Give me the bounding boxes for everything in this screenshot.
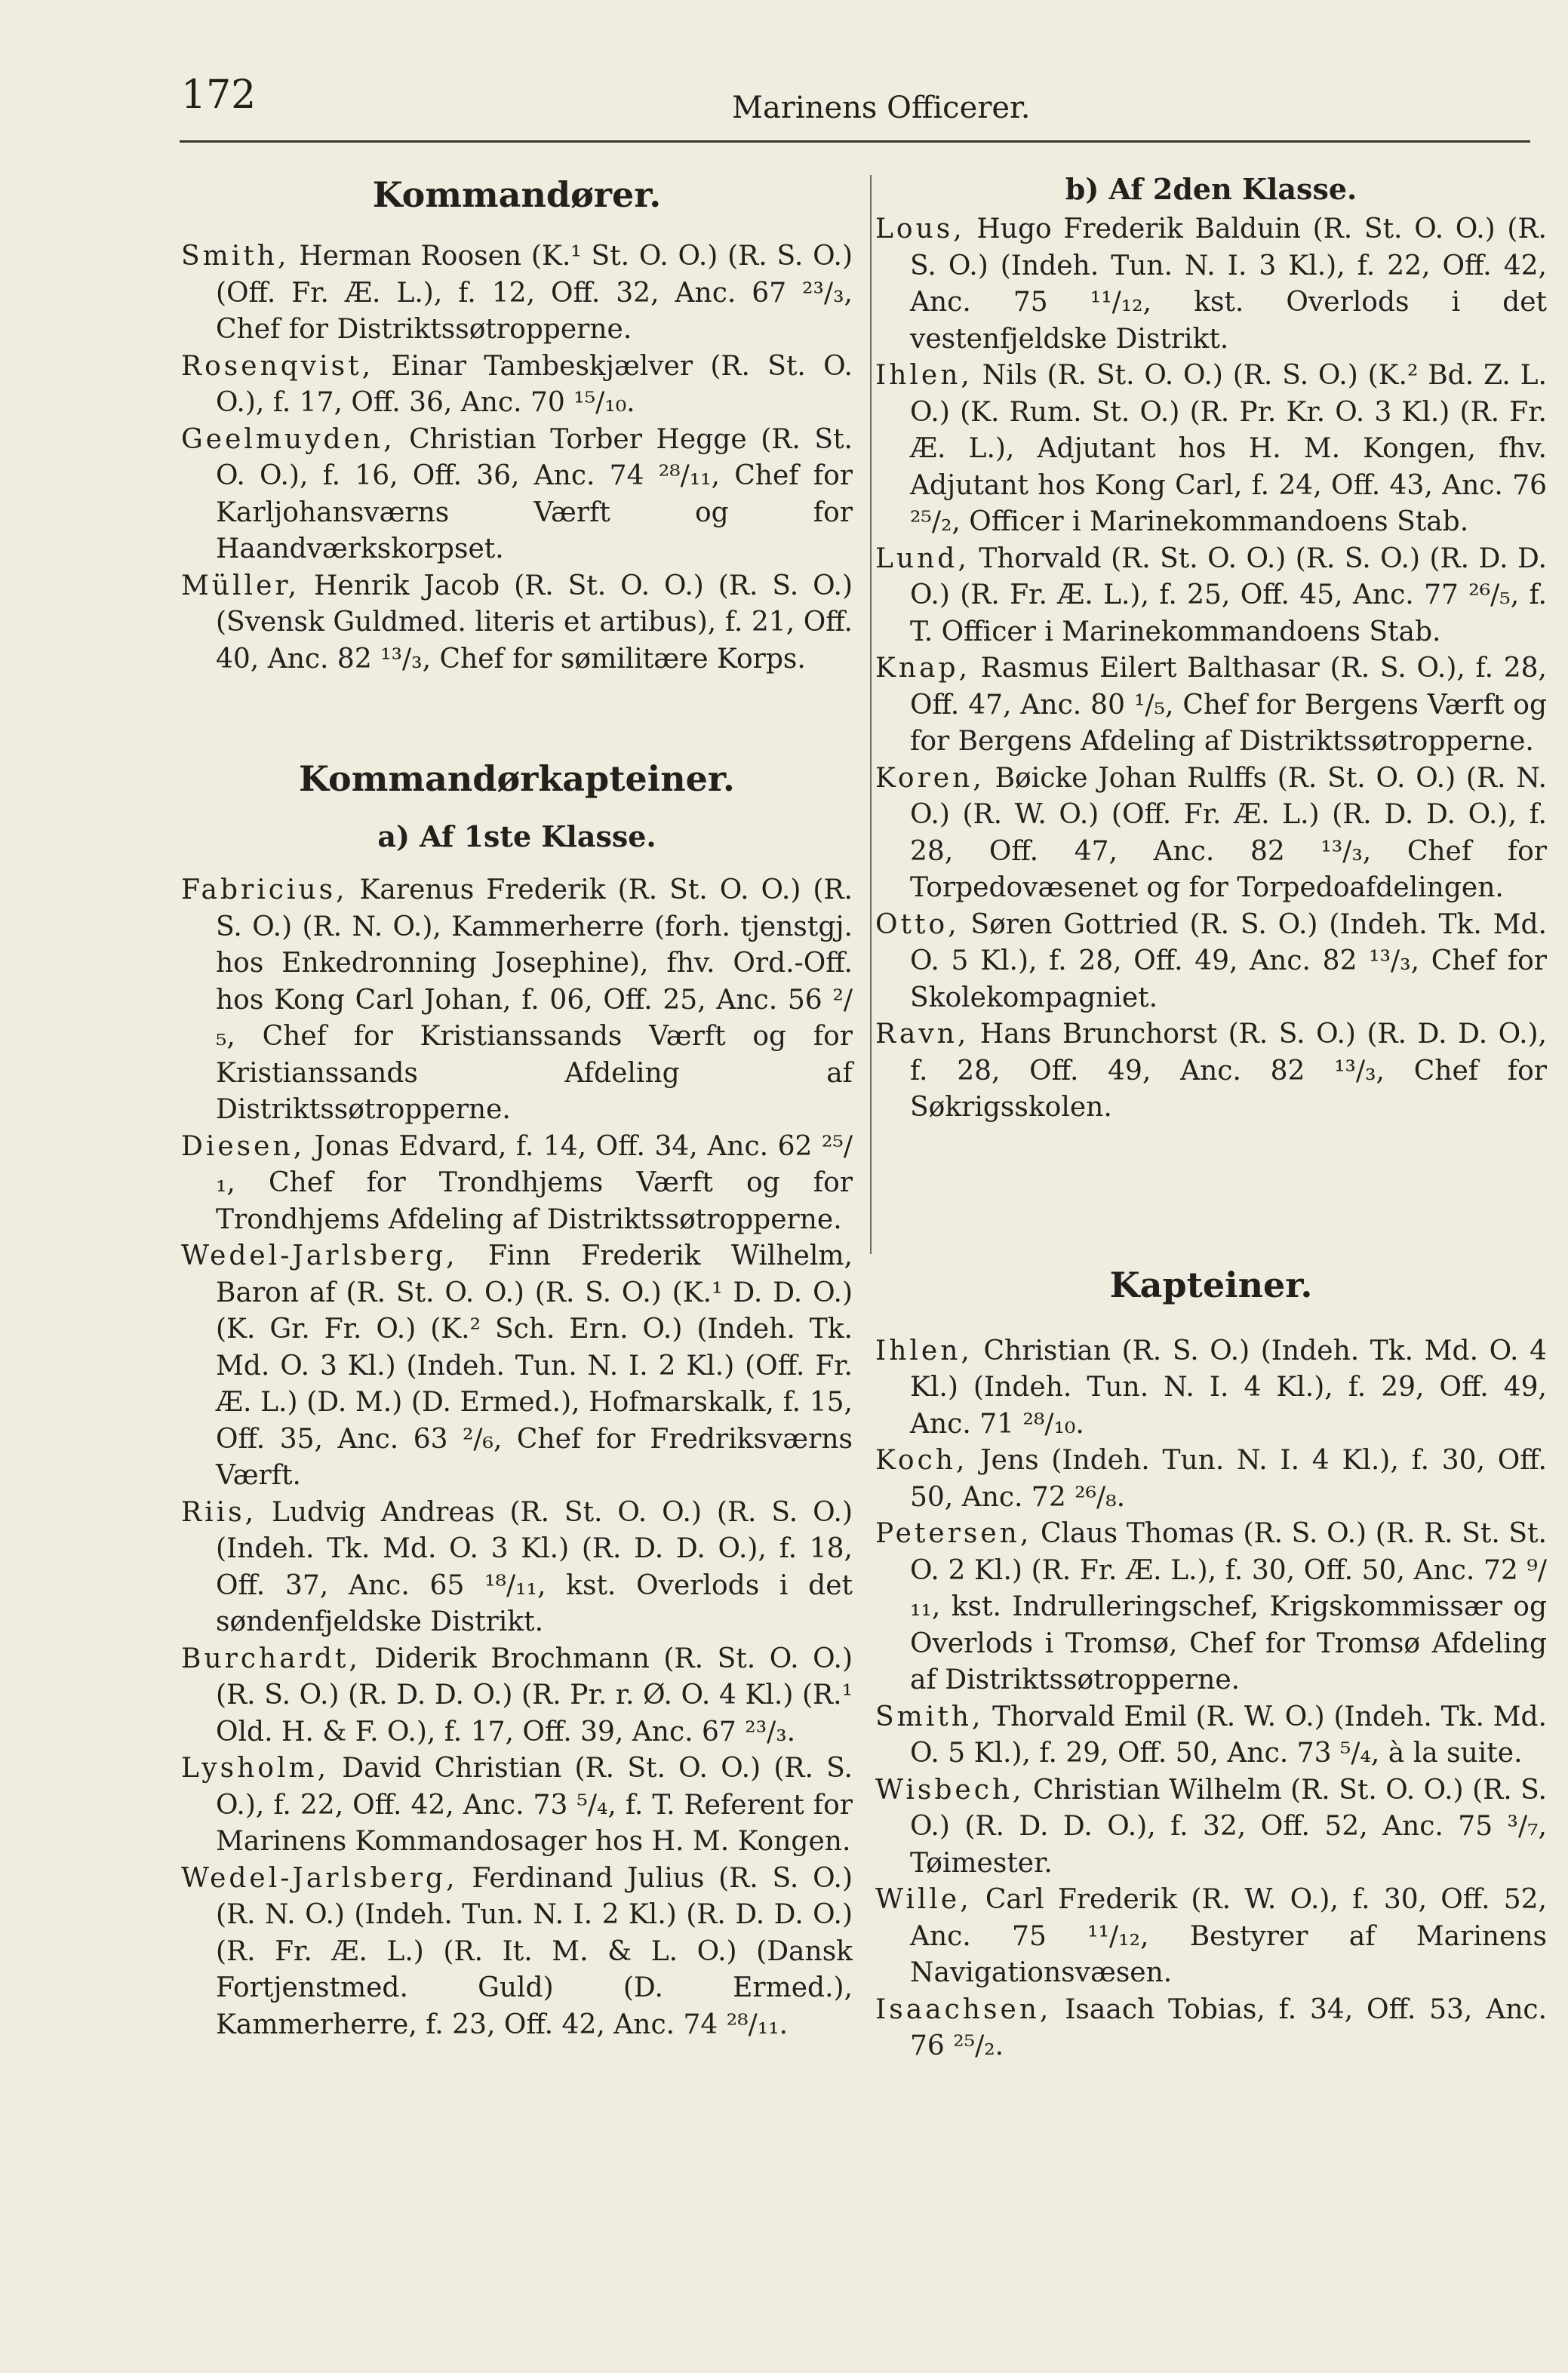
officer-details: Christian Torber Hegge (R. St. O. O.), f. 16, Off. 36, Anc. 74 ²⁸/₁₁, Chef for Karljohansværns Værft og for Haandværkskorpset. xyxy=(216,423,853,564)
column-divider xyxy=(870,175,872,1254)
officer-details: Hans Brunchorst (R. S. O.) (R. D. D. O.), f. 28, Off. 49, Anc. 82 ¹³/₃, Chef for Søkrigsskolen. xyxy=(910,1019,1547,1123)
officer-details: David Christian (R. St. O. O.) (R. S. O.), f. 22, Off. 42, Anc. 73 ⁵/₄, f. T. Referent for Marinens Kommandosager hos H. M. Kongen. xyxy=(216,1753,853,1857)
officer-entry xyxy=(181,872,853,1129)
officer-name: Diesen, xyxy=(181,1130,306,1162)
officer-details: Christian Wilhelm (R. St. O. O.) (R. S. O.) (R. D. D. O.), f. 32, Off. 52, Anc. 75 ³/₇, Tøimester. xyxy=(910,1774,1547,1879)
officer-entry xyxy=(181,1129,853,1239)
officer-name: Ravn, xyxy=(875,1019,970,1050)
officer-details: Jonas Edvard, f. 14, Off. 34, Anc. 62 ²⁵/₁, Chef for Trondhjems Værft og for Trondhjems Afdeling af Distriktssøtropperne. xyxy=(216,1130,853,1235)
officer-details: Rasmus Eilert Balthasar (R. S. O.), f. 28, Off. 47, Anc. 80 ¹/₅, Chef for Bergens Værft og for Bergens Afdeling af Distriktssøtropperne. xyxy=(910,653,1547,757)
officer-entry xyxy=(875,907,1547,1017)
officer-entry xyxy=(181,1861,853,2044)
kapteiner-list xyxy=(875,1333,1547,2065)
officer-entry xyxy=(875,541,1547,651)
officer-details: Søren Gottried (R. S. O.) (Indeh. Tk. Md. O. 5 Kl.), f. 28, Off. 49, Anc. 82 ¹³/₃, Chef for Skolekompagniet. xyxy=(910,908,1547,1013)
officer-details: Thorvald Emil (R. W. O.) (Indeh. Tk. Md. O. 5 Kl.), f. 29, Off. 50, Anc. 73 ⁵/₄, à la suite. xyxy=(910,1701,1547,1769)
officer-details: Ferdinand Julius (R. S. O.) (R. N. O.) (Indeh. Tun. N. I. 2 Kl.) (R. D. D. O.) (R. Fr. Æ. L.) (R. It. M. & L. O.) (Dansk Fortjenstmed. Guld) (D. Ermed.), Kammerherre, f. 23, Off. 42, Anc. 74 ²⁸/₁₁. xyxy=(216,1862,853,2040)
officer-entry xyxy=(875,211,1547,358)
officer-entry xyxy=(875,1699,1547,1772)
officer-name: Fabricius, xyxy=(181,875,348,905)
officer-name: Riis, xyxy=(181,1496,257,1528)
page-header xyxy=(0,66,1568,127)
officer-details: Einar Tambeskjælver (R. St. O. O.), f. 17, Off. 36, Anc. 70 ¹⁵/₁₀. xyxy=(216,350,853,418)
officer-entry xyxy=(875,1516,1547,1699)
officer-name: Ihlen, xyxy=(875,360,973,391)
officer-name: Knap, xyxy=(875,653,971,684)
officer-details: Hugo Frederik Balduin (R. St. O. O.) (R. S. O.) (Indeh. Tun. N. I. 3 Kl.), f. 22, Off. 42, Anc. 75 ¹¹/₁₂, kst. Overlods i det vestenfjeldske Distrikt. xyxy=(910,214,1547,355)
officer-details: Karenus Frederik (R. St. O. O.) (R. S. O.) (R. N. O.), Kammerherre (forh. tjenstgj. hos Enkedronning Josephine), fhv. Ord.-Off. hos Kong Carl Johan, f. 06, Off. 25, Anc. 56 ²/₅, Chef for Kristianssands Værft og for Kristianssands Afdeling af Distriktssøtropperne. xyxy=(216,875,853,1125)
page-number: 172 xyxy=(181,72,257,118)
officer-name: Lund, xyxy=(875,543,970,574)
officer-entry xyxy=(181,1641,853,1751)
officer-details: Bøicke Johan Rulffs (R. St. O. O.) (R. N. O.) (R. W. O.) (Off. Fr. Æ. L.) (R. D. D. O.), f. 28, Off. 47, Anc. 82 ¹³/₃, Chef for Torpedovæsenet og for Torpedoafdelingen. xyxy=(910,762,1547,903)
officer-entry xyxy=(181,422,853,568)
officer-name: Petersen, xyxy=(875,1518,1032,1549)
officer-details: Isaach Tobias, f. 34, Off. 53, Anc. 76 ²⁵/₂. xyxy=(910,1993,1547,2061)
officer-details: Christian (R. S. O.) (Indeh. Tk. Md. O. 4 Kl.) (Indeh. Tun. N. I. 4 Kl.), f. 29, Off. 49, Anc. 71 ²⁸/₁₀. xyxy=(910,1335,1547,1440)
header-rule xyxy=(180,140,1530,143)
officer-details: Jens (Indeh. Tun. N. I. 4 Kl.), f. 30, Off. 50, Anc. 72 ²⁶/₈. xyxy=(910,1445,1547,1513)
officer-entry xyxy=(875,650,1547,761)
officer-details: Ludvig Andreas (R. St. O. O.) (R. S. O.) (Indeh. Tk. Md. O. 3 Kl.) (R. D. D. O.), f. 18, Off. 37, Anc. 65 ¹⁸/₁₁, kst. Overlods i det søndenfjeldske Distrikt. xyxy=(216,1496,853,1637)
subheading-2den-klasse: b) Af 2den Klasse. xyxy=(1065,172,1357,206)
running-head: Marinens Officerer. xyxy=(732,91,1031,125)
officer-entry xyxy=(181,568,853,678)
officer-entry xyxy=(875,358,1547,541)
officer-entry xyxy=(181,1751,853,1861)
subheading-1ste-klasse: a) Af 1ste Klasse. xyxy=(377,819,656,853)
officer-details: Henrik Jacob (R. St. O. O.) (R. S. O.) (Svensk Guldmed. literis et artibus), f. 21, Off. 40, Anc. 82 ¹³/₃, Chef for sømilitære Korps. xyxy=(216,570,853,675)
officer-name: Koch, xyxy=(875,1445,968,1476)
officer-entry xyxy=(181,1238,853,1495)
officer-entry xyxy=(875,761,1547,907)
section-heading-kommandorkapteiner: Kommandørkapteiner. xyxy=(299,758,735,799)
left-column xyxy=(181,166,853,2043)
officer-details: Carl Frederik (R. W. O.), f. 30, Off. 52, Anc. 75 ¹¹/₁₂, Bestyrer af Marinens Navigationsvæsen. xyxy=(910,1884,1547,1988)
officer-entry xyxy=(875,1772,1547,1883)
officer-name: Ihlen, xyxy=(875,1335,973,1366)
officer-name: Burchardt, xyxy=(181,1643,361,1674)
officer-details: Nils (R. St. O. O.) (R. S. O.) (K.² Bd. Z. L. O.) (K. Rum. St. O.) (R. Pr. Kr. O. 3 Kl.) (R. Fr. Æ. L.), Adjutant hos H. M. Kongen, fhv. Adjutant hos Kong Carl, f. 24, Off. 43, Anc. 76 ²⁵/₂, Officer i Marinekommandoens Stab. xyxy=(910,360,1547,537)
officer-details: Herman Roosen (K.¹ St. O. O.) (R. S. O.) (Off. Fr. Æ. L.), f. 12, Off. 32, Anc. 67 ²³/₃, Chef for Distriktssøtropperne. xyxy=(216,241,853,345)
officer-entry xyxy=(181,238,853,349)
officer-name: Wisbech, xyxy=(875,1774,1025,1806)
section-heading-kommandorer: Kommandører. xyxy=(372,174,662,215)
officer-name: Lous, xyxy=(875,214,965,244)
officer-name: Otto, xyxy=(875,908,960,940)
officer-name: Müller, xyxy=(181,570,300,601)
officer-name: Rosenqvist, xyxy=(181,350,374,382)
officer-entry xyxy=(875,1443,1547,1516)
kommandorkapteiner-2-list xyxy=(875,211,1547,1127)
officer-name: Wedel-Jarlsberg, xyxy=(181,1862,458,1894)
officer-entry xyxy=(875,1016,1547,1127)
officer-name: Wedel-Jarlsberg, xyxy=(181,1240,458,1271)
officer-details: Diderik Brochmann (R. St. O. O.) (R. S. O.) (R. D. D. O.) (R. Pr. r. Ø. O. 4 Kl.) (R.¹ Old. H. & F. O.), f. 17, Off. 39, Anc. 67 ²³/₃. xyxy=(216,1643,853,1747)
officer-name: Isaachsen, xyxy=(875,1993,1052,2025)
officer-entry xyxy=(875,1333,1547,1443)
officer-name: Lysholm, xyxy=(181,1753,330,1784)
right-column xyxy=(875,166,1547,2065)
officer-name: Wille, xyxy=(875,1884,972,1915)
kommandorkapteiner-1-list xyxy=(181,872,853,2043)
section-heading-kapteiner: Kapteiner. xyxy=(1109,1264,1313,1305)
officer-entry xyxy=(181,349,853,422)
officer-details: Thorvald (R. St. O. O.) (R. S. O.) (R. D. D. O.) (R. Fr. Æ. L.), f. 25, Off. 45, Anc. 77 ²⁶/₅, f. T. Officer i Marinekommandoens Stab. xyxy=(910,543,1547,647)
officer-name: Geelmuyden, xyxy=(181,423,395,455)
officer-name: Smith, xyxy=(875,1701,984,1732)
kommandorer-list xyxy=(181,238,853,678)
officer-entry xyxy=(875,1882,1547,1992)
officer-name: Koren, xyxy=(875,762,985,794)
officer-entry xyxy=(181,1495,853,1641)
officer-entry xyxy=(875,1992,1547,2065)
officer-details: Claus Thomas (R. S. O.) (R. R. St. St. O. 2 Kl.) (R. Fr. Æ. L.), f. 30, Off. 50, Anc. 72 ⁹/₁₁, kst. Indrulleringschef, Krigskommissær og Overlods i Tromsø, Chef for Tromsø Afdeling af Distriktssøtropperne. xyxy=(910,1518,1547,1695)
officer-name: Smith, xyxy=(181,241,290,272)
officer-details: Finn Frederik Wilhelm, Baron af (R. St. O. O.) (R. S. O.) (K.¹ D. D. O.) (K. Gr. Fr. O.) (K.² Sch. Ern. O.) (Indeh. Tk. Md. O. 3 Kl.) (Indeh. Tun. N. I. 2 Kl.) (Off. Fr. Æ. L.) (D. M.) (D. Ermed.), Hofmarskalk, f. 15, Off. 35, Anc. 63 ²/₆, Chef for Fredriksværns Værft. xyxy=(216,1240,853,1491)
